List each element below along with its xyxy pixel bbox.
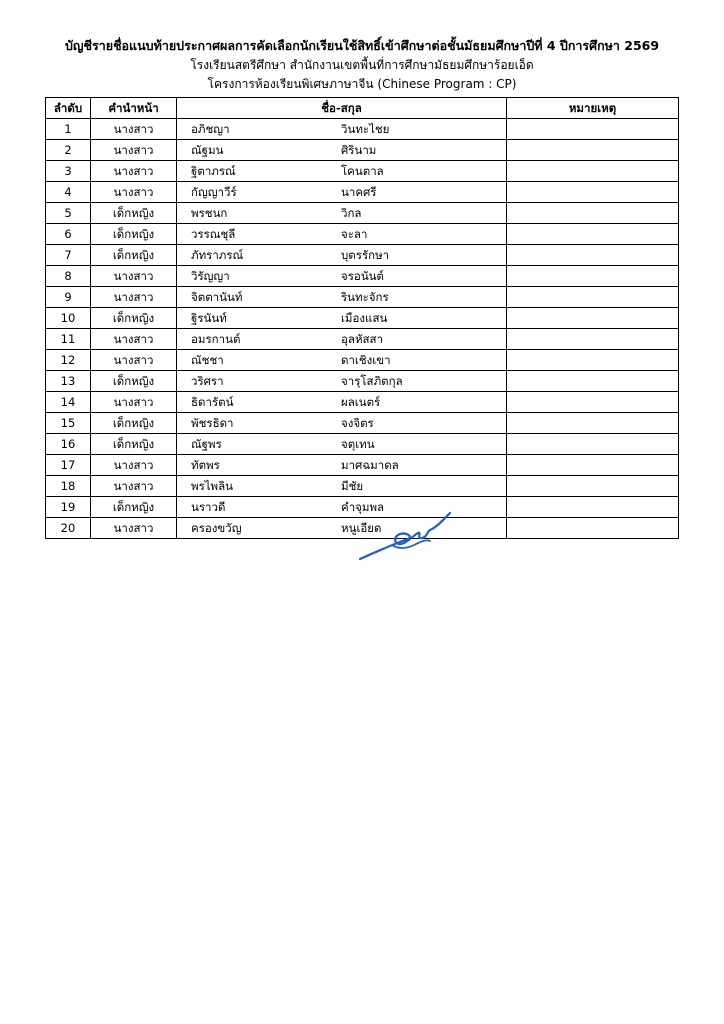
row-note — [507, 350, 679, 371]
row-last-name: บุตรรักษา — [341, 248, 390, 262]
row-full-name — [177, 119, 507, 140]
row-first-name: ฐิรนันท์ — [191, 311, 227, 325]
row-last-name: มาศฉมาดล — [341, 458, 399, 472]
row-first-name: ฐิตาภรณ์ — [191, 164, 236, 178]
row-number: 13 — [46, 371, 91, 392]
row-full-name — [177, 266, 507, 287]
row-prefix: นางสาว — [91, 455, 177, 476]
row-last-name: คำจุมพล — [341, 500, 385, 514]
row-first-name: วรรณชุลี — [191, 227, 236, 241]
table-row — [46, 266, 679, 287]
signature-image — [356, 505, 456, 565]
row-full-name — [177, 287, 507, 308]
table-row — [46, 224, 679, 245]
row-first-name: ครองขวัญ — [191, 521, 242, 535]
row-prefix: นางสาว — [91, 119, 177, 140]
row-last-name: จตุเทน — [341, 437, 375, 451]
row-full-name — [177, 413, 507, 434]
row-last-name: จารุโสภิตกุล — [341, 374, 403, 388]
table-row — [46, 161, 679, 182]
row-prefix: เด็กหญิง — [91, 308, 177, 329]
row-prefix: เด็กหญิง — [91, 245, 177, 266]
row-note — [507, 455, 679, 476]
table-header-row — [46, 98, 679, 119]
col-header-name: ชื่อ-สกุล — [177, 98, 507, 119]
table-row — [46, 455, 679, 476]
school-name: โรงเรียนสตรีศึกษา สำนักงานเขตพื้นที่การศึกษามัธยมศึกษาร้อยเอ็ด — [190, 58, 534, 72]
row-full-name — [177, 497, 507, 518]
row-number: 8 — [46, 266, 91, 287]
row-note — [507, 224, 679, 245]
row-note — [507, 287, 679, 308]
row-number: 17 — [46, 455, 91, 476]
row-note — [507, 476, 679, 497]
signature-stroke-main — [360, 513, 450, 559]
row-first-name: อมรกานต์ — [191, 332, 241, 346]
row-note — [507, 161, 679, 182]
row-first-name: พรไพลิน — [191, 479, 234, 493]
row-full-name — [177, 434, 507, 455]
row-last-name: จะลา — [341, 227, 368, 241]
row-full-name — [177, 182, 507, 203]
table-row — [46, 350, 679, 371]
row-first-name: นราวดี — [191, 500, 226, 514]
row-full-name — [177, 203, 507, 224]
row-full-name — [177, 476, 507, 497]
row-first-name: พรชนก — [191, 206, 228, 220]
row-full-name — [177, 350, 507, 371]
table-row — [46, 392, 679, 413]
row-first-name: ณัฐพร — [191, 437, 222, 451]
row-last-name: วินทะไชย — [341, 122, 390, 136]
row-last-name: โคนตาล — [341, 164, 384, 178]
row-prefix: เด็กหญิง — [91, 413, 177, 434]
row-first-name: กัญญาวีร์ — [191, 185, 237, 199]
row-note — [507, 203, 679, 224]
row-full-name — [177, 245, 507, 266]
document-title: บัญชีรายชื่อแนบท้ายประกาศผลการคัดเลือกนักเรียนใช้สิทธิ์เข้าศึกษาต่อชั้นมัธยมศึกษาปีที่ 4 ปีการศึกษา 2569 — [64, 38, 660, 53]
row-note — [507, 518, 679, 539]
row-number: 2 — [46, 140, 91, 161]
row-prefix: นางสาว — [91, 518, 177, 539]
row-note — [507, 119, 679, 140]
row-prefix: นางสาว — [91, 287, 177, 308]
row-last-name: รินทะจักร — [341, 290, 389, 304]
row-number: 1 — [46, 119, 91, 140]
row-prefix: นางสาว — [91, 140, 177, 161]
row-first-name: ทัตพร — [191, 458, 220, 472]
row-first-name: จิตตานันท์ — [191, 290, 243, 304]
row-prefix: นางสาว — [91, 350, 177, 371]
row-last-name: จรอนันต์ — [341, 269, 385, 283]
row-number: 20 — [46, 518, 91, 539]
row-note — [507, 329, 679, 350]
row-note — [507, 413, 679, 434]
row-full-name — [177, 224, 507, 245]
row-number: 15 — [46, 413, 91, 434]
row-prefix: นางสาว — [91, 392, 177, 413]
col-header-no: ลำดับ — [46, 98, 91, 119]
row-last-name: หนูเอียด — [341, 521, 382, 535]
row-prefix: นางสาว — [91, 329, 177, 350]
row-prefix: นางสาว — [91, 266, 177, 287]
row-number: 3 — [46, 161, 91, 182]
row-prefix: นางสาว — [91, 161, 177, 182]
row-prefix: เด็กหญิง — [91, 371, 177, 392]
document-header — [0, 36, 724, 94]
program-name: โครงการห้องเรียนพิเศษภาษาจีน (Chinese Program : CP) — [207, 77, 517, 91]
row-prefix: นางสาว — [91, 476, 177, 497]
row-full-name — [177, 329, 507, 350]
table-row — [46, 119, 679, 140]
row-number: 12 — [46, 350, 91, 371]
row-note — [507, 308, 679, 329]
row-first-name: อภิชญา — [191, 122, 230, 136]
row-first-name: พัชรธิดา — [191, 416, 234, 430]
row-last-name: เมืองแสน — [341, 311, 388, 325]
row-number: 6 — [46, 224, 91, 245]
row-first-name: วริศรา — [191, 374, 224, 388]
row-note — [507, 182, 679, 203]
row-first-name: ณัฐมน — [191, 143, 224, 157]
row-full-name — [177, 308, 507, 329]
row-note — [507, 266, 679, 287]
row-full-name — [177, 518, 507, 539]
row-note — [507, 371, 679, 392]
row-first-name: ณัชชา — [191, 353, 224, 367]
row-last-name: นาคศรี — [341, 185, 377, 199]
row-last-name: ศิรินาม — [341, 143, 377, 157]
row-last-name: วิกล — [341, 206, 362, 220]
table-row — [46, 245, 679, 266]
row-prefix: เด็กหญิง — [91, 203, 177, 224]
row-last-name: มีชัย — [341, 479, 364, 493]
row-full-name — [177, 161, 507, 182]
row-number: 4 — [46, 182, 91, 203]
row-note — [507, 392, 679, 413]
table-row — [46, 182, 679, 203]
row-number: 18 — [46, 476, 91, 497]
table-row — [46, 413, 679, 434]
row-first-name: ภัทราภรณ์ — [191, 248, 244, 262]
row-number: 16 — [46, 434, 91, 455]
row-full-name — [177, 371, 507, 392]
row-last-name: จงจิตร — [341, 416, 374, 430]
row-note — [507, 434, 679, 455]
row-number: 11 — [46, 329, 91, 350]
row-prefix: นางสาว — [91, 182, 177, 203]
table-row — [46, 203, 679, 224]
row-number: 14 — [46, 392, 91, 413]
row-prefix: เด็กหญิง — [91, 497, 177, 518]
row-number: 9 — [46, 287, 91, 308]
row-full-name — [177, 392, 507, 413]
row-first-name: วิรัญญา — [191, 269, 230, 283]
row-last-name: ผลเนตร์ — [341, 395, 381, 409]
table-body — [46, 119, 679, 539]
row-full-name — [177, 455, 507, 476]
row-last-name: อุลหัสสา — [341, 332, 384, 346]
col-header-note: หมายเหตุ — [507, 98, 679, 119]
table-row — [46, 371, 679, 392]
row-note — [507, 497, 679, 518]
row-note — [507, 140, 679, 161]
row-prefix: เด็กหญิง — [91, 224, 177, 245]
table-row — [46, 329, 679, 350]
row-number: 19 — [46, 497, 91, 518]
table-row — [46, 287, 679, 308]
table-row — [46, 434, 679, 455]
row-number: 7 — [46, 245, 91, 266]
col-header-prefix: คำนำหน้า — [91, 98, 177, 119]
row-number: 10 — [46, 308, 91, 329]
table-row — [46, 308, 679, 329]
student-roster-table — [45, 97, 679, 539]
row-number: 5 — [46, 203, 91, 224]
row-first-name: ธิดารัตน์ — [191, 395, 234, 409]
row-full-name — [177, 140, 507, 161]
table-row — [46, 476, 679, 497]
row-prefix: เด็กหญิง — [91, 434, 177, 455]
table-row — [46, 140, 679, 161]
row-note — [507, 245, 679, 266]
row-last-name: ดาเชิงเขา — [341, 353, 391, 367]
